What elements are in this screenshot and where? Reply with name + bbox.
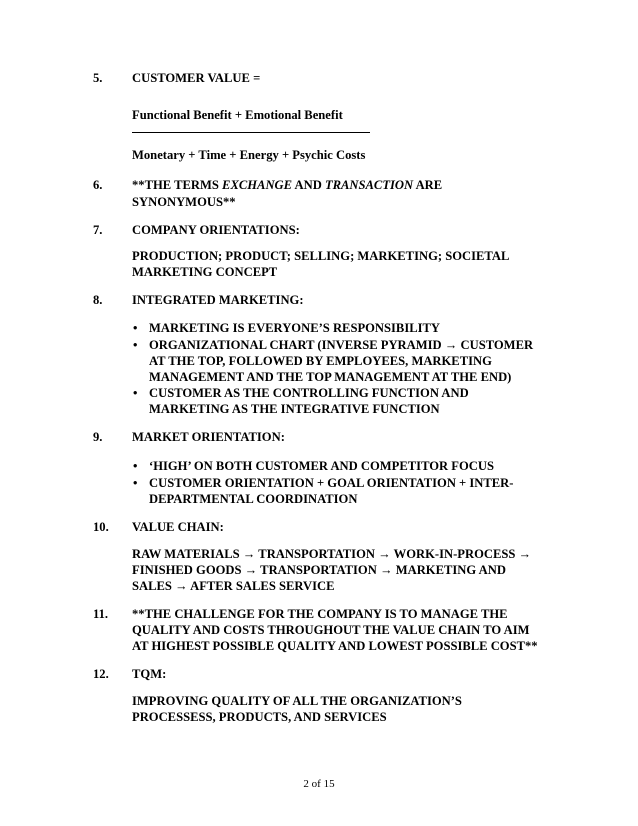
fraction-denominator: Monetary + Time + Energy + Psychic Costs <box>132 148 366 162</box>
item-number: 8. <box>93 293 103 307</box>
body-line: SALES → AFTER SALES SERVICE <box>132 579 335 593</box>
item-number: 12. <box>93 667 109 681</box>
item-title: COMPANY ORIENTATIONS: <box>132 223 300 237</box>
body-line: PRODUCTION; PRODUCT; SELLING; MARKETING; SOCIETAL <box>132 249 510 263</box>
item-title: **THE TERMS EXCHANGE AND TRANSACTION ARE <box>132 178 443 192</box>
fraction-rule <box>132 132 370 133</box>
bullet-line: CUSTOMER AS THE CONTROLLING FUNCTION AND <box>149 386 469 400</box>
bullet-line: MANAGEMENT AND THE TOP MANAGEMENT AT THE END) <box>149 370 512 384</box>
item-title: VALUE CHAIN: <box>132 520 224 534</box>
bullet-line: ‘HIGH’ ON BOTH CUSTOMER AND COMPETITOR FOCUS <box>149 459 494 473</box>
bullet-line: ORGANIZATIONAL CHART (INVERSE PYRAMID → CUSTOMER <box>149 338 534 352</box>
bullet-line: MARKETING AS THE INTEGRATIVE FUNCTION <box>149 402 440 416</box>
bullet-icon: • <box>133 459 138 473</box>
item-number: 6. <box>93 178 103 192</box>
fraction-numerator: Functional Benefit + Emotional Benefit <box>132 108 343 122</box>
bullet-icon: • <box>133 321 138 335</box>
body-line: **THE CHALLENGE FOR THE COMPANY IS TO MANAGE THE <box>132 607 508 621</box>
body-line: QUALITY AND COSTS THROUGHOUT THE VALUE CHAIN TO AIM <box>132 623 530 637</box>
bullet-icon: • <box>133 386 138 400</box>
bullet-line: AT THE TOP, FOLLOWED BY EMPLOYEES, MARKETING <box>149 354 492 368</box>
item-title: CUSTOMER VALUE = <box>132 71 261 85</box>
body-line: FINISHED GOODS → TRANSPORTATION → MARKETING AND <box>132 563 506 577</box>
bullet-line: MARKETING IS EVERYONE’S RESPONSIBILITY <box>149 321 441 335</box>
item-title-line: SYNONYMOUS** <box>132 195 236 209</box>
body-line: MARKETING CONCEPT <box>132 265 278 279</box>
item-number: 9. <box>93 430 103 444</box>
body-line: PROCESSESS, PRODUCTS, AND SERVICES <box>132 710 387 724</box>
item-number: 11. <box>93 607 109 621</box>
bullet-icon: • <box>133 338 138 352</box>
item-title: INTEGRATED MARKETING: <box>132 293 304 307</box>
bullet-icon: • <box>133 476 138 490</box>
item-number: 10. <box>93 520 109 534</box>
item-title: MARKET ORIENTATION: <box>132 430 285 444</box>
body-line: IMPROVING QUALITY OF ALL THE ORGANIZATION’S <box>132 694 462 708</box>
body-line: AT HIGHEST POSSIBLE QUALITY AND LOWEST POSSIBLE COST** <box>132 639 538 653</box>
bullet-line: CUSTOMER ORIENTATION + GOAL ORIENTATION + INTER- <box>149 476 514 490</box>
body-line: RAW MATERIALS → TRANSPORTATION → WORK-IN-PROCESS → <box>132 547 532 561</box>
bullet-line: DEPARTMENTAL COORDINATION <box>149 492 358 506</box>
item-number: 5. <box>93 71 103 85</box>
item-number: 7. <box>93 223 103 237</box>
item-title: TQM: <box>132 667 167 681</box>
page-number: 2 of 15 <box>303 778 335 790</box>
